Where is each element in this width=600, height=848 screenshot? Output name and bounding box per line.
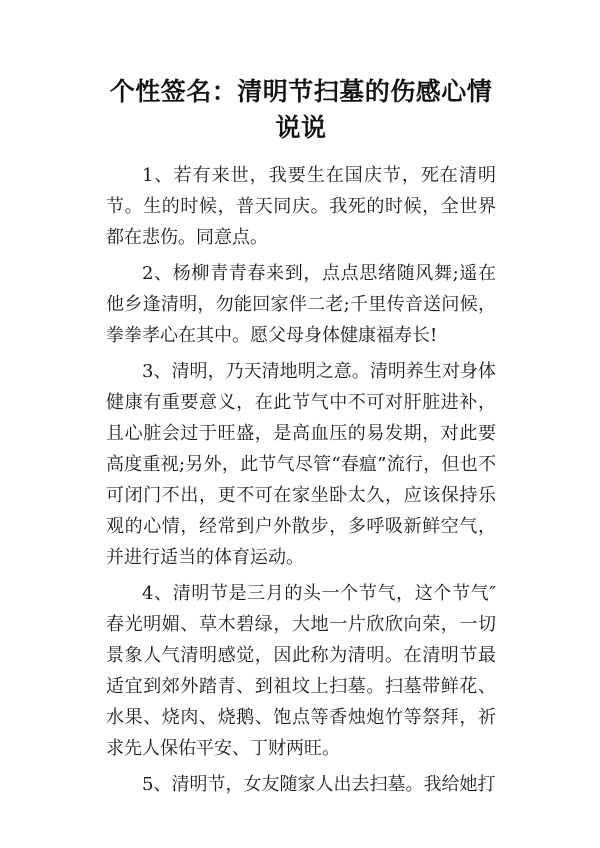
paragraph-5: 5、清明节，女友随家人出去扫墓。我给她打 (142, 774, 496, 795)
document-body (106, 160, 496, 800)
document-title: 个性签名：清明节扫墓的伤感心情说说 (109, 77, 493, 142)
paragraph-4: 4、清明节是三月的头一个节气，这个节气″春光明媚、草木碧绿，大地一片欣欣向荣，一切景象人气清明感觉，因此称为清明。在清明节最适宜到郊外踏青、到祖坟上扫墓。扫墓带鲜花、水果、烧肉、烧鹅、饱点等香烛炮竹等祭拜，祈求先人保佑平安、丁财两旺。 (106, 583, 496, 759)
paragraph-3: 3、清明，乃天清地明之意。清明养生对身体健康有重要意义，在此节气中不可对肝脏进补，且心脏会过于旺盛，是高血压的易发期，对此要高度重视;另外，此节气尽管“春瘟”流行，但也不可闭门不出，更不可在家坐卧太久，应该保持乐观的心情，经常到户外散步，多呼吸新鲜空气，并进行适当的体育运动。 (106, 361, 496, 568)
paragraph-2: 2、杨柳青青春来到，点点思绪随风舞;遥在他乡逢清明，勿能回家伴二老;千里传音送问候，拳拳孝心在其中。愿父母身体健康福寿长! (106, 263, 496, 346)
paragraph-1: 1、若有来世，我要生在国庆节，死在清明节。生的时候，普天同庆。我死的时候，全世界都在悲伤。同意点。 (106, 165, 496, 248)
